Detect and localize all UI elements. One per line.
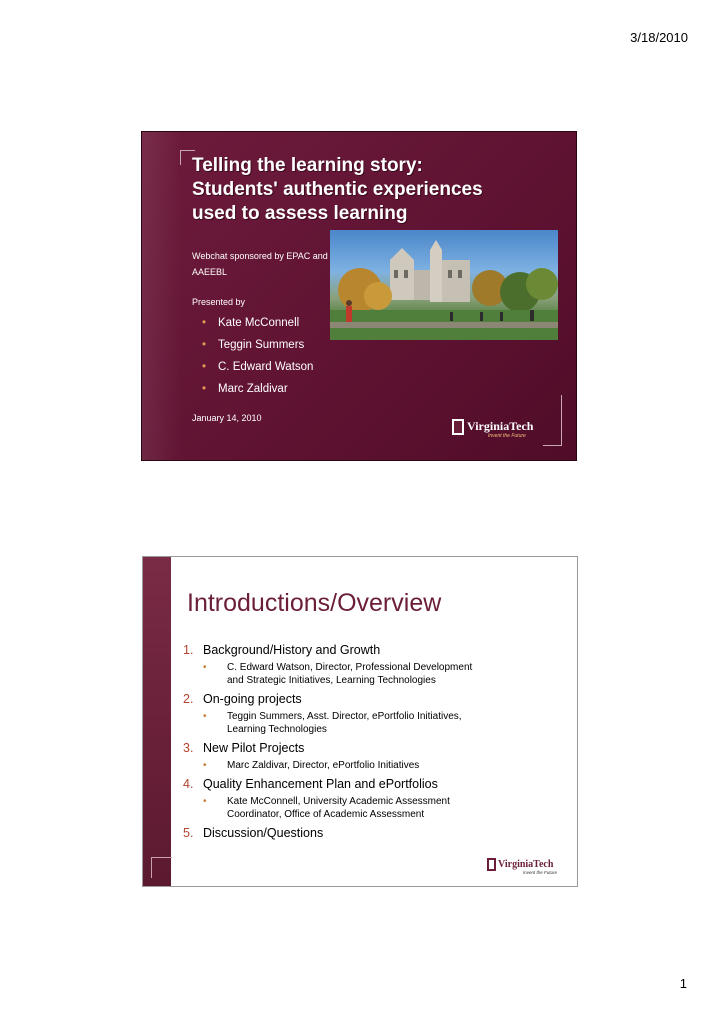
title-slide <box>142 132 576 460</box>
agenda-list <box>183 642 563 844</box>
decorative-strip <box>142 132 182 460</box>
sponsor-text: Webchat sponsored by EPAC and AAEEBL <box>192 251 328 277</box>
slide-title: Introductions/Overview <box>187 589 442 617</box>
slide-date: January 14, 2010 <box>192 413 262 423</box>
presenter-list <box>202 312 313 400</box>
overview-slide <box>142 556 578 887</box>
agenda-item: 3. New Pilot Projects • Marc Zaldivar, Director, ePortfolio Initiatives <box>183 740 563 772</box>
presenter-item: • C. Edward Watson <box>202 356 313 378</box>
svg-text:Invent the Future: Invent the Future <box>488 433 526 438</box>
svg-text:Invent the Future: Invent the Future <box>523 870 558 875</box>
presenter-item: • Marc Zaldivar <box>202 378 313 400</box>
virginia-tech-logo <box>452 418 552 438</box>
presented-by-label: Presented by <box>192 297 246 307</box>
svg-text:VirginiaTech: VirginiaTech <box>498 859 554 870</box>
agenda-item: 5. Discussion/Questions <box>183 826 324 840</box>
svg-text:VirginiaTech: VirginiaTech <box>467 419 534 433</box>
header-date: 3/18/2010 <box>630 30 688 45</box>
slide-title: Telling the learning story: Students' authentic experiences used to assess learning <box>192 155 483 224</box>
decorative-strip <box>143 557 171 886</box>
presenter-item: • Kate McConnell <box>202 312 313 334</box>
page-number: 1 <box>679 976 687 991</box>
presenter-item: • Teggin Summers <box>202 334 313 356</box>
agenda-item: 1. Background/History and Growth • C. Edward Watson, Director, Professional Development and Strategic Initiatives, Learning Technologies <box>183 642 563 687</box>
decorative-frame-corner <box>151 857 172 878</box>
agenda-item: 2. On-going projects • Teggin Summers, Asst. Director, ePortfolio Initiatives, Learning Technologies <box>183 691 563 736</box>
campus-photo <box>330 230 558 340</box>
agenda-item: 4. Quality Enhancement Plan and ePortfolios • Kate McConnell, University Academic Assessment Coordinator, Office of Academic Assessment <box>183 776 563 821</box>
virginia-tech-logo <box>487 856 565 876</box>
